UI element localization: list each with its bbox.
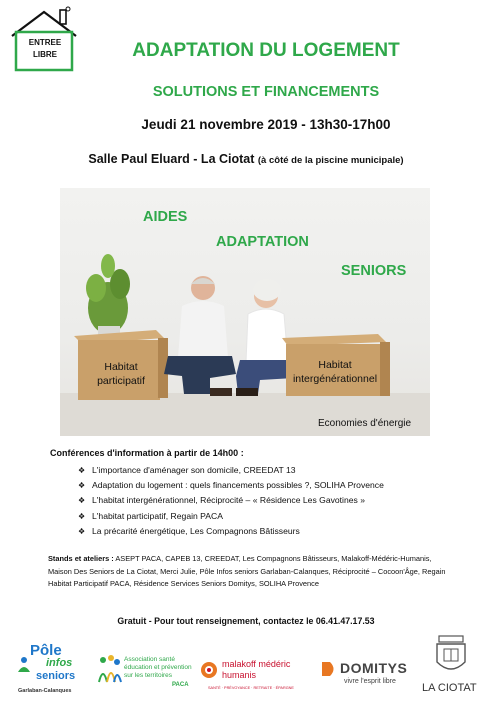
energy-caption: Economies d'énergie bbox=[318, 418, 412, 429]
diamond-bullet-icon: ❖ bbox=[78, 481, 86, 491]
stands-text: ASEPT PACA, CAPEB 13, CREEDAT, Les Compagnons Bâtisseurs, Malakoff-Médéric-Humanis, Maison Des Seniors de La Ciotat, Merci Julie, Pôle Infos seniors Garlaban-Calanques, Réciprocité – Cocoon'Âge, Regain Habitat Participatif PACA, Résidence Services Seniors Domitys, SOLIHA Provence bbox=[48, 554, 446, 588]
badge-line1: ENTREE bbox=[28, 38, 62, 47]
box-right-line2: intergénérationnel bbox=[292, 373, 378, 385]
contact-line: Gratuit - Pour tout renseignement, contactez le 06.41.47.17.53 bbox=[117, 616, 375, 626]
pole-infos-seniors-logo: Pôle infos seniors Garlaban-Calanques bbox=[18, 642, 76, 694]
list-item: ❖ Adaptation du logement : quels financements possibles ?, SOLIHA Provence bbox=[78, 478, 384, 493]
box-label-intergenerationnel bbox=[286, 358, 384, 386]
la-ciotat-logo: LA CIOTAT bbox=[418, 632, 484, 704]
seniors-photo bbox=[60, 188, 430, 436]
conferences-list bbox=[78, 463, 384, 539]
seniors-illustration bbox=[60, 188, 430, 436]
box-left-line1: Habitat bbox=[104, 361, 138, 373]
diamond-bullet-icon: ❖ bbox=[78, 466, 86, 475]
venue-name: Salle Paul Eluard - La Ciotat bbox=[88, 152, 255, 166]
box-label-participatif bbox=[86, 360, 156, 388]
box-left-line2: participatif bbox=[97, 375, 145, 387]
page-title: ADAPTATION DU LOGEMENT bbox=[132, 40, 400, 61]
stands-label: Stands et ateliers : bbox=[48, 554, 114, 563]
asept-paca-logo: Association santé éducation et prévention sur les territoires PACA bbox=[96, 652, 196, 700]
person-icon bbox=[16, 656, 32, 672]
domitys-logo: DOMITYS vivre l'esprit libre bbox=[320, 660, 410, 700]
venue-note: (à côté de la piscine municipale) bbox=[257, 155, 404, 166]
keyword-aides: AIDES bbox=[143, 209, 188, 225]
city-crest-icon bbox=[431, 634, 471, 678]
domitys-mark-icon bbox=[320, 660, 338, 678]
list-item: ❖ La précarité énergétique, Les Compagnons Bâtisseurs bbox=[78, 524, 384, 539]
list-item: ❖ L'habitat intergénérationnel, Réciprocité – « Résidence Les Gavotines » bbox=[78, 493, 384, 508]
badge-line2: LIBRE bbox=[33, 50, 57, 59]
malakoff-mark-icon bbox=[200, 661, 218, 679]
diamond-bullet-icon: ❖ bbox=[78, 526, 86, 536]
list-item: ❖ L'habitat participatif, Regain PACA bbox=[78, 509, 384, 524]
malakoff-mederic-humanis-logo: malakoff médéric humanis SANTÉ · PRÉVOYANCE · RETRAITE · ÉPARGNE bbox=[200, 657, 310, 703]
people-icon bbox=[96, 654, 122, 684]
event-date: Jeudi 21 novembre 2019 - 13h30-17h00 bbox=[141, 117, 391, 132]
box-right-line1: Habitat bbox=[318, 359, 352, 371]
list-item: ❖ L'importance d'aménager son domicile, CREEDAT 13 bbox=[78, 463, 384, 478]
keyword-seniors: SENIORS bbox=[341, 263, 407, 279]
keyword-adaptation: ADAPTATION bbox=[216, 234, 309, 250]
stands-paragraph bbox=[48, 553, 448, 591]
event-venue bbox=[0, 152, 492, 166]
diamond-bullet-icon: ❖ bbox=[78, 496, 86, 506]
page-subtitle: SOLUTIONS ET FINANCEMENTS bbox=[152, 84, 380, 100]
diamond-bullet-icon: ❖ bbox=[78, 511, 86, 521]
conferences-title: Conférences d'information à partir de 14h00 : bbox=[50, 448, 244, 458]
